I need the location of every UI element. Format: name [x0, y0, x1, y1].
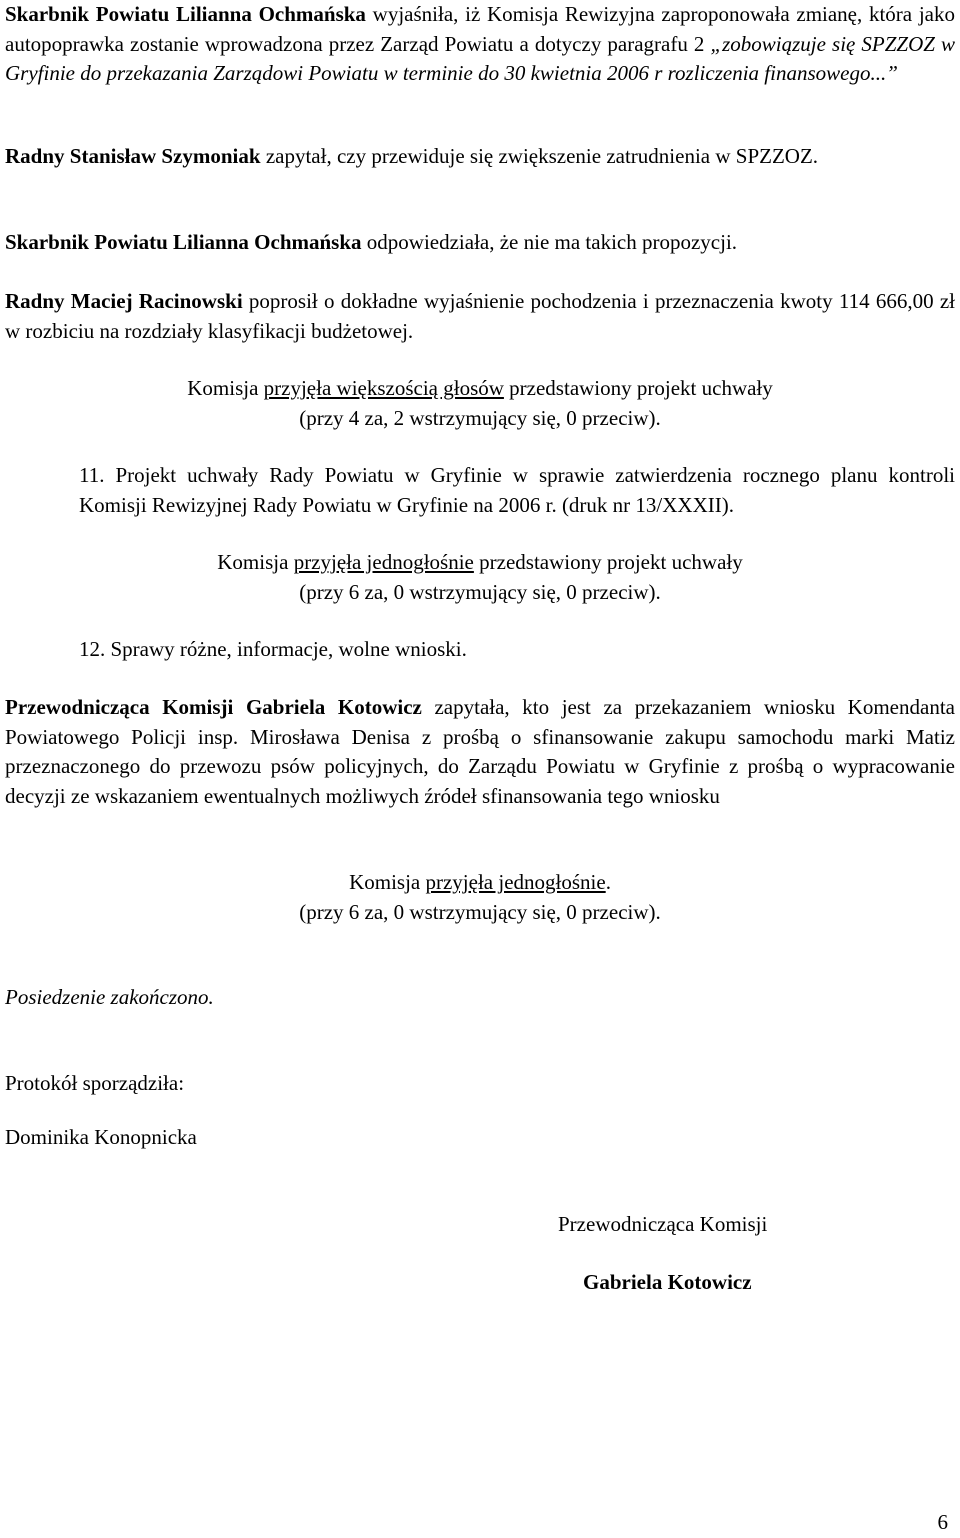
paragraph-treasurer-explanation: [5, 0, 955, 89]
quoted-amendment: „zobowiązuje się SPZZOZ w Gryfinie do przekazania Zarządowi Powiatu w terminie do 30 kwietnia 2006 r rozliczenia finansowego...”: [5, 31, 955, 85]
vote-result-1: [0, 374, 960, 404]
vote-result-3: [0, 868, 960, 898]
vote-decision: przyjęła większością głosów: [263, 376, 504, 400]
vote-text: przedstawiony projekt uchwały: [473, 550, 743, 574]
vote-text: przedstawiony projekt uchwały: [503, 376, 773, 400]
speaker-name: Przewodnicząca Komisji Gabriela Kotowicz: [5, 695, 422, 719]
paragraph-text: odpowiedziała, że nie ma takich propozycji.: [361, 230, 738, 254]
speaker-name: Radny Maciej Racinowski: [5, 289, 243, 313]
vote-text: Komisja: [217, 550, 294, 574]
agenda-item-11: 11. Projekt uchwały Rady Powiatu w Gryfinie w sprawie zatwierdzenia rocznego planu kontroli Komisji Rewizyjnej Rady Powiatu w Gryfinie na 2006 r. (druk nr 13/XXXII).: [79, 463, 955, 517]
closing-statement: [5, 983, 214, 1013]
speaker-name: Skarbnik Powiatu Lilianna Ochmańska: [5, 2, 366, 26]
speaker-name: Skarbnik Powiatu Lilianna Ochmańska: [5, 230, 362, 254]
vote-tally-1: (przy 4 za, 2 wstrzymujący się, 0 przeciw).: [299, 406, 661, 430]
vote-text: .: [605, 870, 611, 894]
protocol-label: Protokół sporządziła:: [5, 1071, 185, 1095]
paragraph-text: wyjaśniła, iż Komisja Rewizyjna zaproponowała zmianę, która jako autopoprawka zostanie wprowadzona przez Zarząd Powiatu a dotyczy paragrafu 2: [5, 2, 955, 56]
paragraph-szymoniak-question: [5, 142, 955, 172]
paragraph-chair-question: [5, 693, 955, 811]
paragraph-racinowski-request: [5, 287, 955, 346]
vote-text: Komisja: [349, 870, 426, 894]
vote-decision: przyjęła jednogłośnie: [425, 870, 606, 894]
vote-decision: przyjęła jednogłośnie: [293, 550, 474, 574]
vote-result-2: [0, 548, 960, 578]
signature-name-text: Gabriela Kotowicz: [583, 1270, 752, 1294]
vote-text: Komisja: [187, 376, 264, 400]
protocol-author: Dominika Konopnicka: [5, 1125, 197, 1149]
vote-tally-2: (przy 6 za, 0 wstrzymujący się, 0 przeciw).: [299, 580, 661, 604]
closing-text: Posiedzenie zakończono.: [5, 985, 214, 1009]
signature-name: [583, 1268, 752, 1298]
paragraph-text: zapytał, czy przewiduje się zwiększenie zatrudnienia w SPZZOZ.: [260, 144, 819, 168]
agenda-item-12: 12. Sprawy różne, informacje, wolne wnioski.: [79, 637, 467, 661]
speaker-name: Radny Stanisław Szymoniak: [5, 144, 261, 168]
vote-tally-3: (przy 6 za, 0 wstrzymujący się, 0 przeciw).: [299, 900, 661, 924]
page-number: 6: [937, 1510, 948, 1534]
paragraph-text: poprosił o dokładne wyjaśnienie pochodzenia i przeznaczenia kwoty 114 666,00 zł w rozbiciu na rozdziały klasyfikacji budżetowej.: [5, 289, 955, 343]
paragraph-text: zapytała, kto jest za przekazaniem wniosku Komendanta Powiatowego Policji insp. Mirosława Denisa z prośbą o sfinansowanie zakupu samochodu marki Matiz przeznaczonego do przewozu psów policyjnych, do Zarządu Powiatu w Gryfinie z prośbą o wypracowanie decyzji ze wskazaniem ewentualnych możliwych źródeł sfinansowania tego wniosku: [5, 695, 955, 808]
signature-role: Przewodnicząca Komisji: [558, 1212, 768, 1236]
paragraph-treasurer-answer: [5, 228, 955, 258]
